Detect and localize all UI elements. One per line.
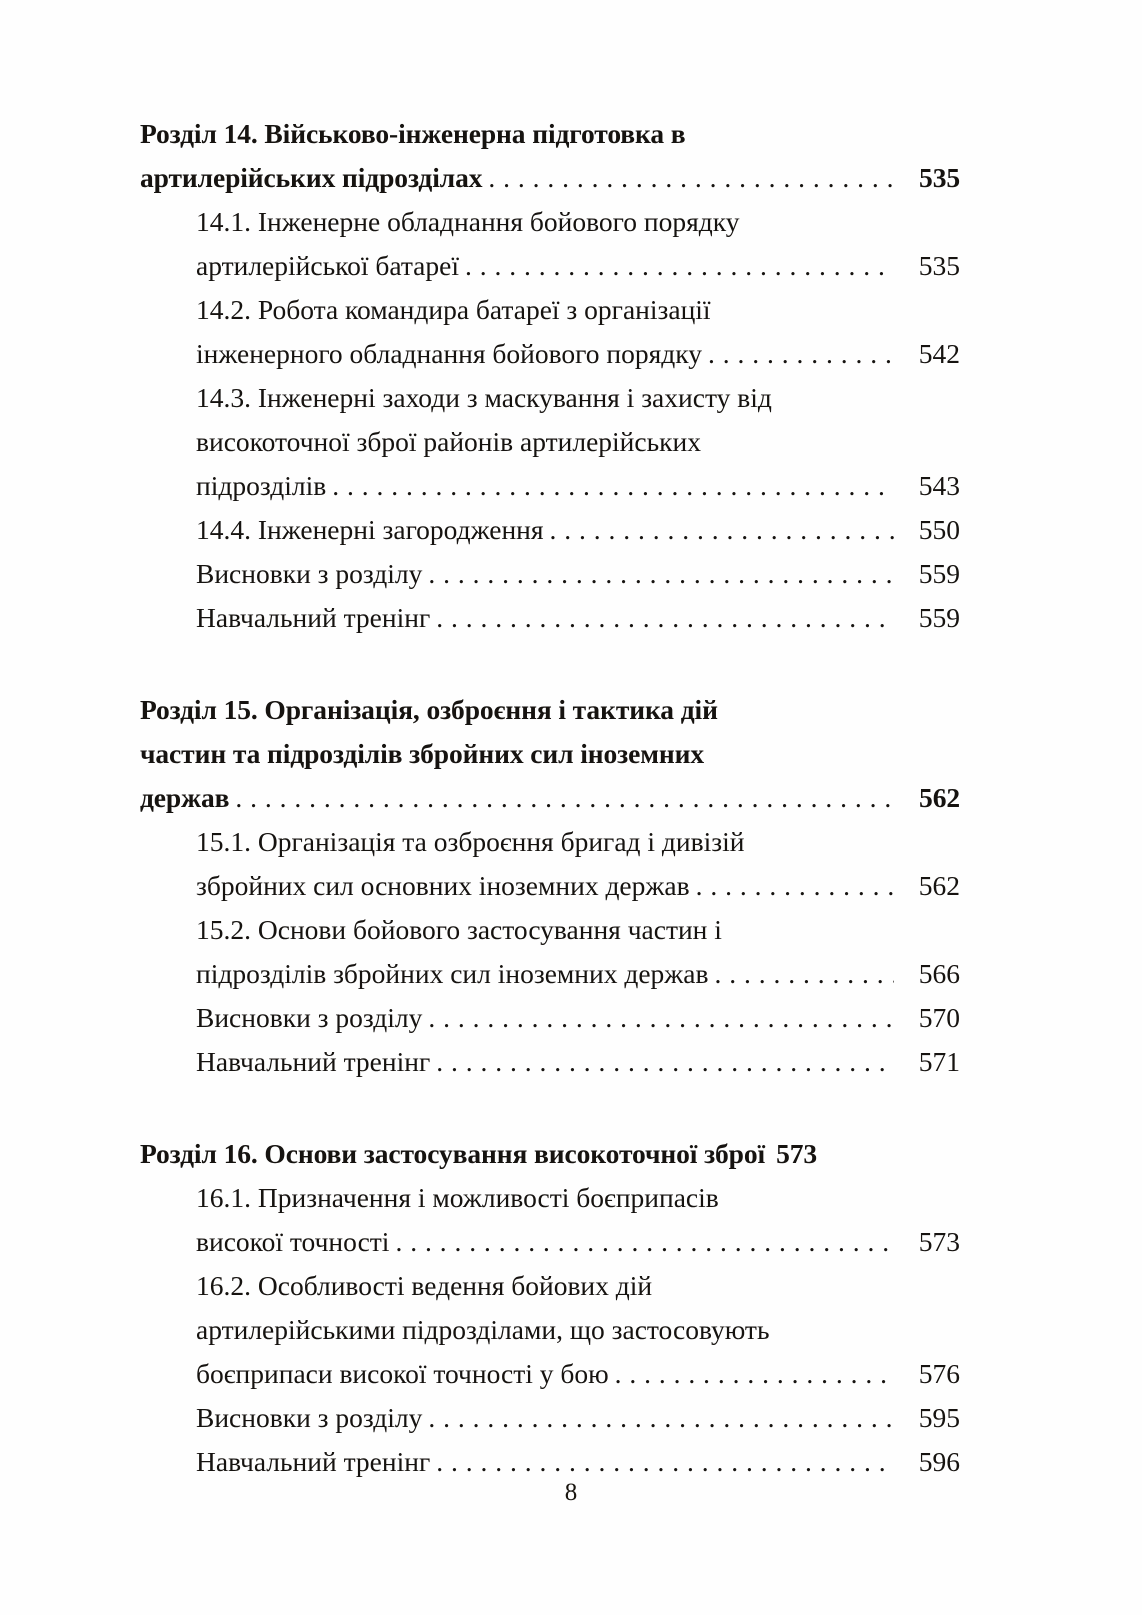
toc-entry-last-line[interactable] xyxy=(196,1220,960,1264)
toc-entry-text: 16.1. Призначення і можливості боєприпасів xyxy=(196,1182,719,1213)
toc-entry[interactable] xyxy=(196,200,960,288)
dot-leader xyxy=(715,952,895,996)
toc-entry[interactable] xyxy=(196,1040,960,1084)
toc-entry[interactable] xyxy=(196,1176,960,1264)
toc-entry-text: артилерійської батареї xyxy=(196,250,459,281)
toc-entry-last-line[interactable] xyxy=(196,952,960,996)
toc-entry[interactable] xyxy=(196,996,960,1040)
toc-entry-text: Розділ 16. Основи застосування високоточної зброї xyxy=(140,1138,766,1169)
dot-leader xyxy=(395,1220,894,1264)
section-gap xyxy=(140,640,960,688)
toc-entry-text: інженерного обладнання бойового порядку xyxy=(196,338,702,369)
toc-entry-text: підрозділів збройних сил іноземних держав xyxy=(196,958,709,989)
toc-page-number: 543 xyxy=(918,470,960,501)
toc-entry-line[interactable] xyxy=(196,1308,960,1352)
toc-entry-text: підрозділів xyxy=(196,470,327,501)
toc-entry-text: Розділ 15. Організація, озброєння і тактика дій xyxy=(140,694,718,725)
toc-entry-text: Висновки з розділу xyxy=(196,558,423,589)
dot-leader xyxy=(235,776,894,820)
toc-entry-last-line[interactable] xyxy=(196,552,960,596)
toc-entry-text: частин та підрозділів збройних сил іноземних xyxy=(140,738,704,769)
toc-chapter-heading-line[interactable] xyxy=(140,688,960,732)
toc-entry[interactable] xyxy=(196,1264,960,1396)
dot-leader xyxy=(428,1396,894,1440)
toc-entry-text: 14.1. Інженерне обладнання бойового порядку xyxy=(196,206,740,237)
toc-entry-text: Розділ 14. Військово-інженерна підготовка в xyxy=(140,118,686,149)
toc-entry-text: 14.2. Робота командира батареї з організації xyxy=(196,294,711,325)
toc-entry[interactable] xyxy=(196,288,960,376)
toc-entry-text: артилерійських підрозділах xyxy=(140,162,483,193)
toc-entry-text: 15.1. Організація та озброєння бригад і дивізій xyxy=(196,826,745,857)
toc-entry-last-line[interactable] xyxy=(196,464,960,508)
toc-entry-last-line[interactable] xyxy=(196,996,960,1040)
toc-chapter-1[interactable] xyxy=(140,112,960,200)
toc-entry-text: Навчальний тренінг xyxy=(196,602,431,633)
toc-entry-text: 14.4. Інженерні загородження xyxy=(196,514,544,545)
toc-page-number: 535 xyxy=(919,162,960,193)
dot-leader xyxy=(332,464,894,508)
toc-entry-line[interactable] xyxy=(196,908,960,952)
table-of-contents xyxy=(140,112,960,1484)
toc-page-number: 562 xyxy=(919,782,960,813)
toc-entry[interactable] xyxy=(196,552,960,596)
dot-leader xyxy=(550,508,894,552)
toc-chapter-heading-line[interactable] xyxy=(140,112,960,156)
toc-page-number: 596 xyxy=(918,1446,960,1477)
toc-entry-text: Висновки з розділу xyxy=(196,1002,423,1033)
toc-entry-text: боєприпаси високої точності у бою xyxy=(196,1358,609,1389)
toc-entry-line[interactable] xyxy=(196,1264,960,1308)
toc-page-number: 542 xyxy=(918,338,960,369)
toc-entry[interactable] xyxy=(196,908,960,996)
toc-entry-text: збройних сил основних іноземних держав xyxy=(196,870,690,901)
toc-entry-text: артилерійськими підрозділами, що застосовують xyxy=(196,1314,770,1345)
page-folio: 8 xyxy=(564,1479,578,1506)
toc-entry-text: Навчальний тренінг xyxy=(196,1446,431,1477)
toc-page-number: 535 xyxy=(918,250,960,281)
toc-entry-last-line[interactable] xyxy=(196,332,960,376)
dot-leader xyxy=(488,156,894,200)
dot-leader xyxy=(428,996,894,1040)
dot-leader xyxy=(696,864,894,908)
dot-leader xyxy=(436,596,894,640)
toc-page-number: 573 xyxy=(918,1226,960,1257)
section-gap xyxy=(140,1084,960,1132)
toc-entry-last-line[interactable] xyxy=(196,864,960,908)
toc-entry-text: Навчальний тренінг xyxy=(196,1046,431,1077)
toc-entry-text: 15.2. Основи бойового застосування частин і xyxy=(196,914,722,945)
toc-entry-line[interactable] xyxy=(196,200,960,244)
toc-chapter-2[interactable] xyxy=(140,688,960,820)
toc-chapter-heading-last-line[interactable] xyxy=(140,156,960,200)
toc-entry-line[interactable] xyxy=(196,288,960,332)
dot-leader xyxy=(465,244,894,288)
toc-entry-text: Висновки з розділу xyxy=(196,1402,423,1433)
toc-page-number: 559 xyxy=(918,558,960,589)
toc-entry-last-line[interactable] xyxy=(196,508,960,552)
toc-entry-text: 14.3. Інженерні заходи з маскування і захисту від xyxy=(196,382,772,413)
toc-chapter-heading-line[interactable] xyxy=(140,732,960,776)
toc-page-number: 559 xyxy=(918,602,960,633)
toc-entry-line[interactable] xyxy=(196,820,960,864)
toc-entry-last-line[interactable] xyxy=(196,1396,960,1440)
toc-chapter-heading-last-line[interactable] xyxy=(140,1132,960,1176)
toc-entry[interactable] xyxy=(196,508,960,552)
toc-page-number: 570 xyxy=(918,1002,960,1033)
dot-leader xyxy=(428,552,894,596)
toc-entry-line[interactable] xyxy=(196,376,960,420)
toc-page-number: 576 xyxy=(918,1358,960,1389)
toc-entry-text: 16.2. Особливості ведення бойових дій xyxy=(196,1270,653,1301)
toc-entry-line[interactable] xyxy=(196,1176,960,1220)
toc-entry-last-line[interactable] xyxy=(196,1040,960,1084)
toc-entry-last-line[interactable] xyxy=(196,1352,960,1396)
dot-leader xyxy=(436,1040,894,1084)
toc-entry[interactable] xyxy=(196,596,960,640)
dot-leader xyxy=(708,332,894,376)
toc-entry-text: високоточної зброї районів артилерійських xyxy=(196,426,701,457)
toc-page-number: 573 xyxy=(776,1138,818,1169)
dot-leader xyxy=(615,1352,894,1396)
toc-page-number: 562 xyxy=(918,870,960,901)
toc-page-number: 571 xyxy=(918,1046,960,1077)
toc-entry-text: високої точності xyxy=(196,1226,390,1257)
toc-page-number: 566 xyxy=(918,958,960,989)
toc-entry-line[interactable] xyxy=(196,420,960,464)
toc-entry[interactable] xyxy=(196,820,960,908)
toc-entry-last-line[interactable] xyxy=(196,596,960,640)
toc-entry[interactable] xyxy=(196,376,960,508)
toc-entry-last-line[interactable] xyxy=(196,244,960,288)
toc-page-number: 595 xyxy=(918,1402,960,1433)
toc-chapter-3[interactable] xyxy=(140,1132,960,1176)
toc-entry[interactable] xyxy=(196,1396,960,1440)
toc-page-number: 550 xyxy=(918,514,960,545)
toc-chapter-heading-last-line[interactable] xyxy=(140,776,960,820)
toc-entry-text: держав xyxy=(140,782,230,813)
